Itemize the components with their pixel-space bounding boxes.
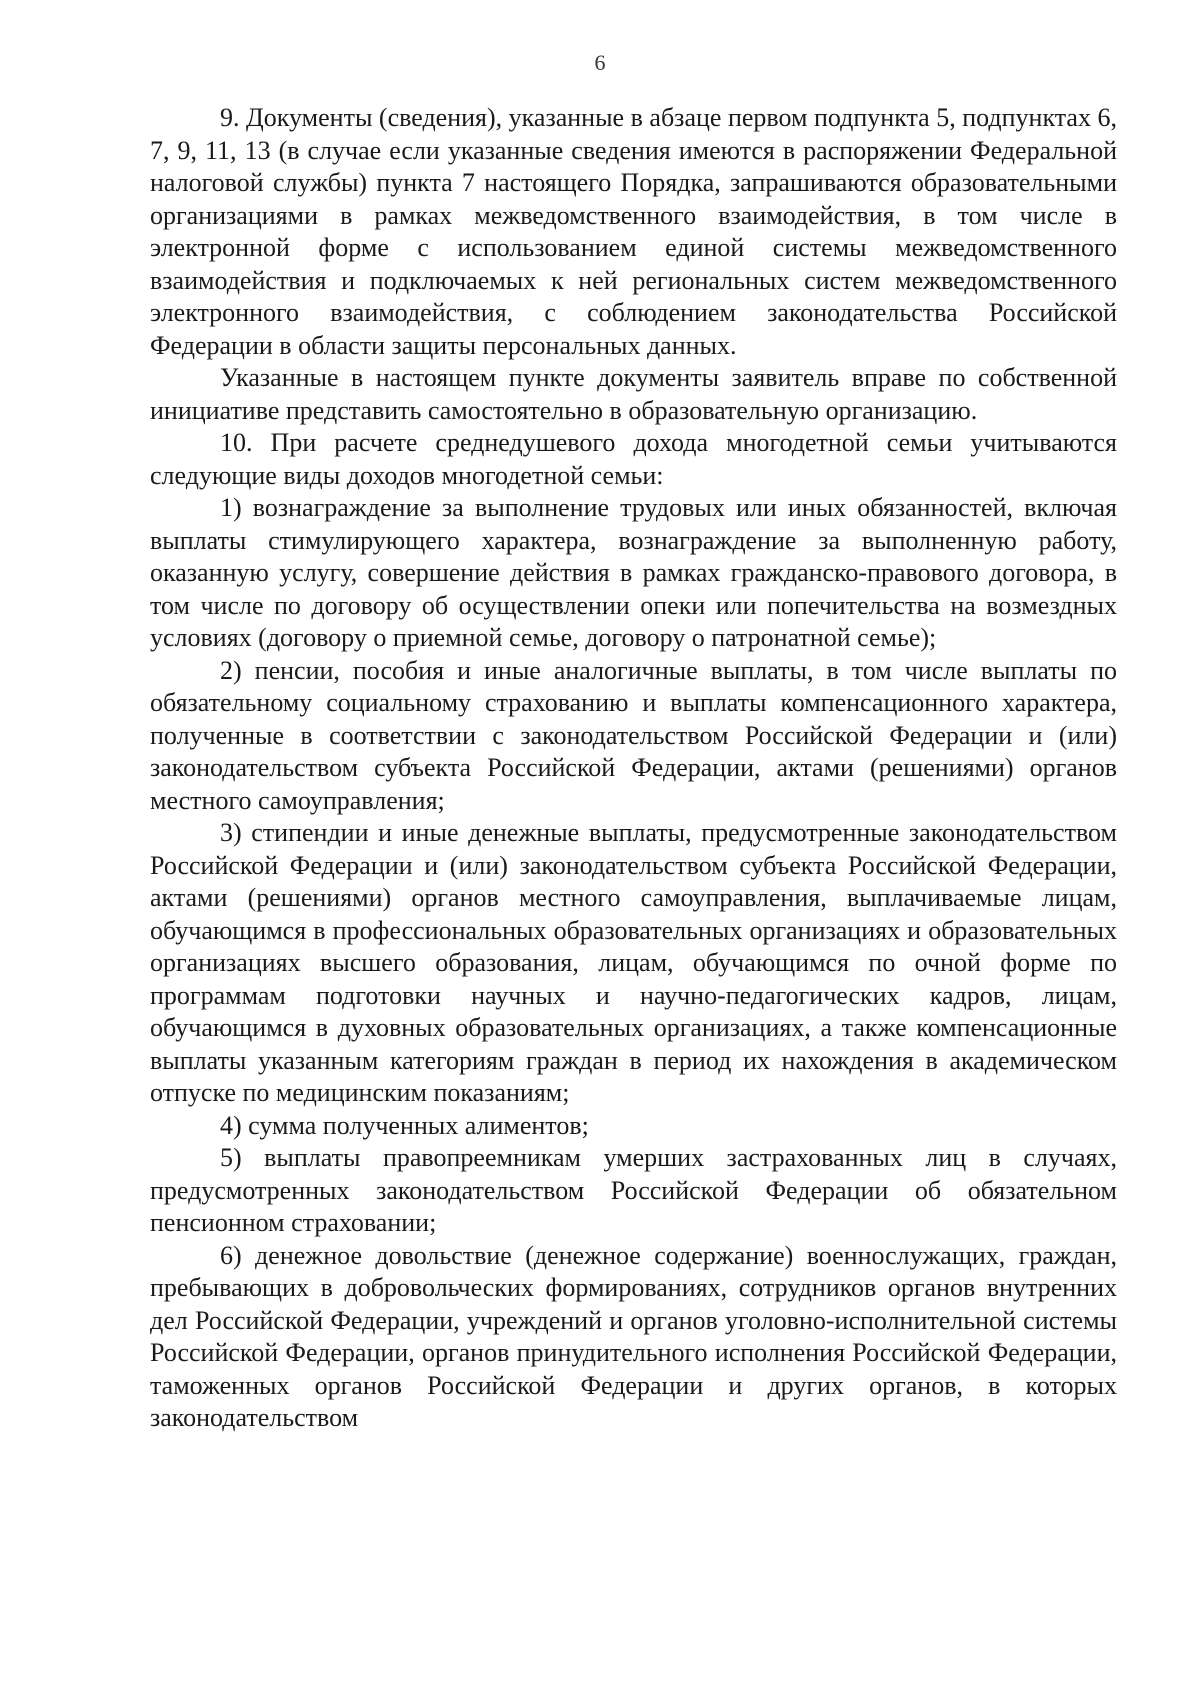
- document-body: [150, 102, 1117, 1435]
- income-type-5: 5) выплаты правопреемникам умерших застрахованных лиц в случаях, предусмотренных законодательством Российской Федерации об обязательном пенсионном страховании;: [150, 1143, 1117, 1237]
- paragraph-item-9: 9. Документы (сведения), указанные в абзаце первом подпункта 5, подпунктах 6, 7, 9, 11, 13 (в случае если указанные сведения имеются в распоряжении Федеральной налоговой службы) пункта 7 настоящего Порядка, запрашиваются образовательными организациями в рамках межведомственного взаимодействия, в том числе в электронной форме с использованием единой системы межведомственного взаимодействия и подключаемых к ней региональных систем межведомственного электронного взаимодействия, с соблюдением законодательства Российской Федерации в области защиты персональных данных.: [150, 103, 1117, 360]
- income-type-6: 6) денежное довольствие (денежное содержание) военнослужащих, граждан, пребывающих в добровольческих формированиях, сотрудников органов внутренних дел Российской Федерации, учреждений и органов уголовно-исполнительной системы Российской Федерации, органов принудительного исполнения Российской Федерации, таможенных органов Российской Федерации и других органов, в которых законодательством: [150, 1240, 1117, 1432]
- income-type-1: 1) вознаграждение за выполнение трудовых или иных обязанностей, включая выплаты стимулирующего характера, вознаграждение за выполненную работу, оказанную услугу, совершение действия в рамках гражданско-правового договора, в том числе по договору об осуществлении опеки или попечительства на возмездных условиях (договору о приемной семье, договору о патронатной семье);: [150, 493, 1117, 652]
- income-type-4: 4) сумма полученных алиментов;: [220, 1110, 589, 1140]
- page-number: 6: [594, 50, 606, 75]
- paragraph-item-10: 10. При расчете среднедушевого дохода многодетной семьи учитываются следующие виды доходов многодетной семьи:: [150, 428, 1117, 490]
- income-type-3: 3) стипендии и иные денежные выплаты, предусмотренные законодательством Российской Федерации и (или) законодательством субъекта Российской Федерации, актами (решениями) органов местного самоуправления, выплачиваемые лицам, обучающимся в профессиональных образовательных организациях и образовательных организациях высшего образования, лицам, обучающимся по очной форме по программам подготовки научных и научно-педагогических кадров, лицам, обучающимся в духовных образовательных организациях, а также компенсационные выплаты указанным категориям граждан в период их нахождения в академическом отпуске по медицинским показаниям;: [150, 818, 1117, 1107]
- income-type-2: 2) пенсии, пособия и иные аналогичные выплаты, в том числе выплаты по обязательному социальному страхованию и выплаты компенсационного характера, полученные в соответствии с законодательством Российской Федерации и (или) законодательством субъекта Российской Федерации, актами (решениями) органов местного самоуправления;: [150, 655, 1117, 815]
- paragraph-optional-submission: Указанные в настоящем пункте документы заявитель вправе по собственной инициативе представить самостоятельно в образовательную организацию.: [150, 363, 1117, 425]
